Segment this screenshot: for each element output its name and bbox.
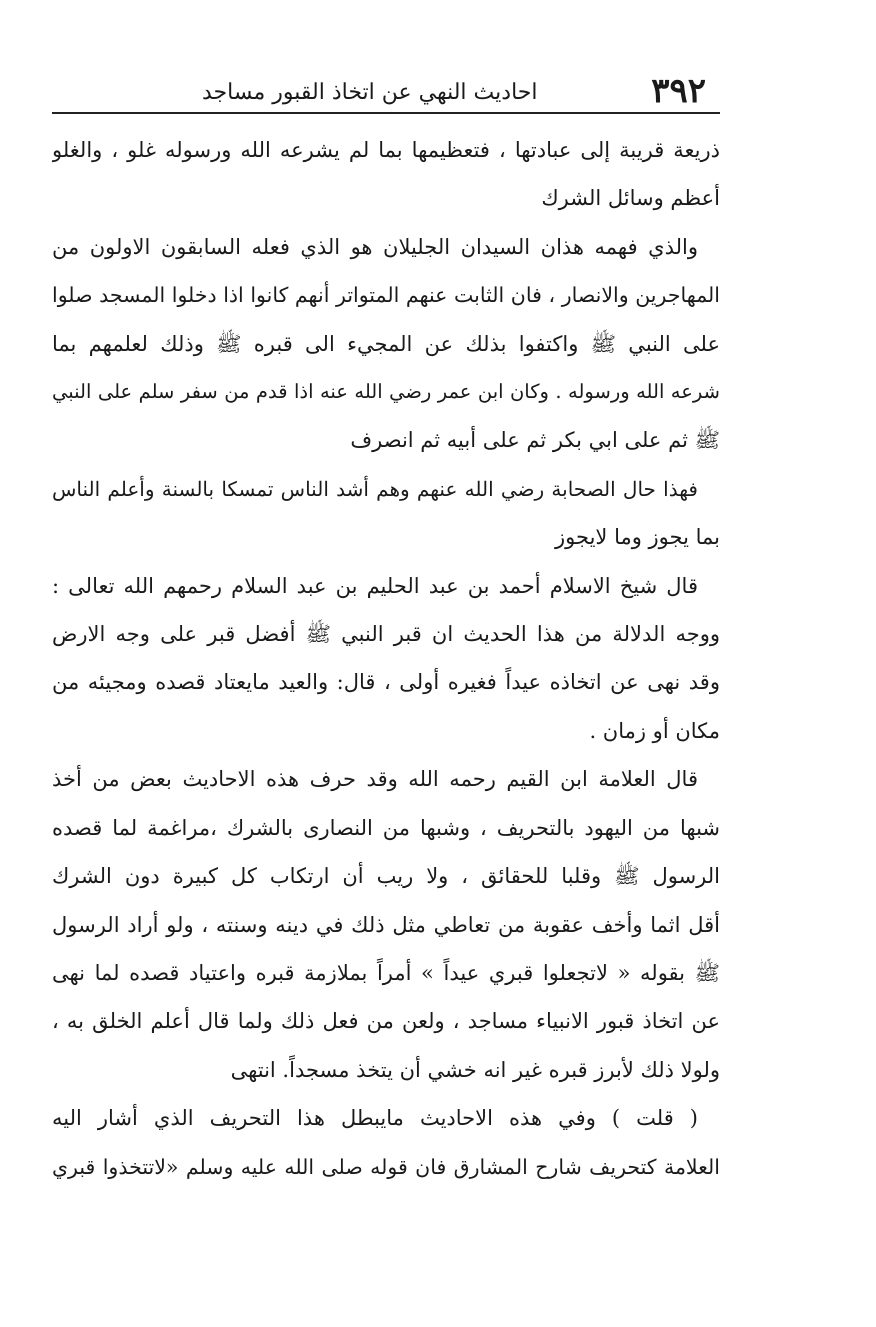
- text-line: قال العلامة ابن القيم رحمه الله وقد حرف هذه الاحاديث بعض من أخذ: [52, 767, 698, 792]
- text-line: ولولا ذلك لأبرز قبره غير انه خشي أن يتخذ مسجداً. انتهى: [230, 1057, 720, 1082]
- text-line: على النبي ﷺ واكتفوا بذلك عن المجيء الى قبره ﷺ وذلك لعلمهم بما: [52, 331, 720, 356]
- text-line: العلامة كتحريف شارح المشارق فان قوله صلى الله عليه وسلم «لاتتخذوا قبري: [52, 1154, 720, 1179]
- text-line: ﷺ ثم على ابي بكر ثم على أبيه ثم انصرف: [350, 428, 720, 453]
- text-line: فهذا حال الصحابة رضي الله عنهم وهم أشد الناس تمسكا بالسنة وأعلم الناس: [52, 476, 698, 501]
- text-line: مكان أو زمان .: [589, 718, 720, 743]
- text-line: عن اتخاذ قبور الانبياء مساجد ، ولعن من فعل ذلك ولما قال أعلم الخلق به ،: [52, 1009, 720, 1034]
- text-line: أقل اثما وأخف عقوبة من تعاطي مثل ذلك في دينه وسنته ، ولو أراد الرسول: [52, 912, 720, 937]
- text-line: شرعه الله ورسوله . وكان ابن عمر رضي الله عنه اذا قدم من سفر سلم على النبي: [52, 380, 720, 404]
- paragraph-6: [52, 1094, 720, 1191]
- text-line: المهاجرين والانصار ، فان الثابت عنهم المتواتر أنهم كانوا اذا دخلوا المسجد صلوا: [52, 283, 720, 308]
- running-header: [52, 62, 720, 114]
- text-line: ( قلت ) وفي هذه الاحاديث مايبطل هذا التحريف الذي أشار اليه: [52, 1106, 698, 1131]
- paragraph-2: [52, 223, 720, 465]
- text-line: الرسول ﷺ وقلبا للحقائق ، ولا ريب أن ارتكاب كل كبيرة دون الشرك: [52, 864, 720, 889]
- paragraph-1: [52, 126, 720, 223]
- text-line: وقد نهى عن اتخاذه عيداً فغيره أولى ، قال: والعيد مايعتاد قصده ومجيئه من: [52, 670, 720, 695]
- text-line: شبها من اليهود بالتحريف ، وشبها من النصارى بالشرك ،مراغمة لما قصده: [52, 815, 720, 840]
- text-line: بما يجوز وما لايجوز: [555, 525, 720, 550]
- paragraph-5: [52, 755, 720, 1094]
- page-number: ٣٩٢: [651, 71, 706, 111]
- running-title: احاديث النهي عن اتخاذ القبور مساجد: [202, 80, 538, 105]
- text-line: والذي فهمه هذان السيدان الجليلان هو الذي فعله السابقون الاولون من: [52, 234, 698, 259]
- paragraph-3: [52, 465, 720, 562]
- book-page: [52, 62, 720, 1292]
- text-line: ذريعة قريبة إلى عبادتها ، فتعظيمها بما لم يشرعه الله ورسوله غلو ، والغلو: [52, 138, 720, 162]
- text-line: ووجه الدلالة من هذا الحديث ان قبر النبي ﷺ أفضل قبر على وجه الارض: [52, 622, 720, 647]
- body-text: [52, 114, 720, 1191]
- text-line: أعظم وسائل الشرك: [541, 186, 720, 211]
- paragraph-4: [52, 562, 720, 756]
- text-line: ﷺ بقوله « لاتجعلوا قبري عيداً » أمراً بملازمة قبره واعتياد قصده لما نهى: [52, 960, 720, 985]
- text-line: قال شيخ الاسلام أحمد بن عبد الحليم بن عبد السلام رحمهم الله تعالى :: [52, 573, 698, 598]
